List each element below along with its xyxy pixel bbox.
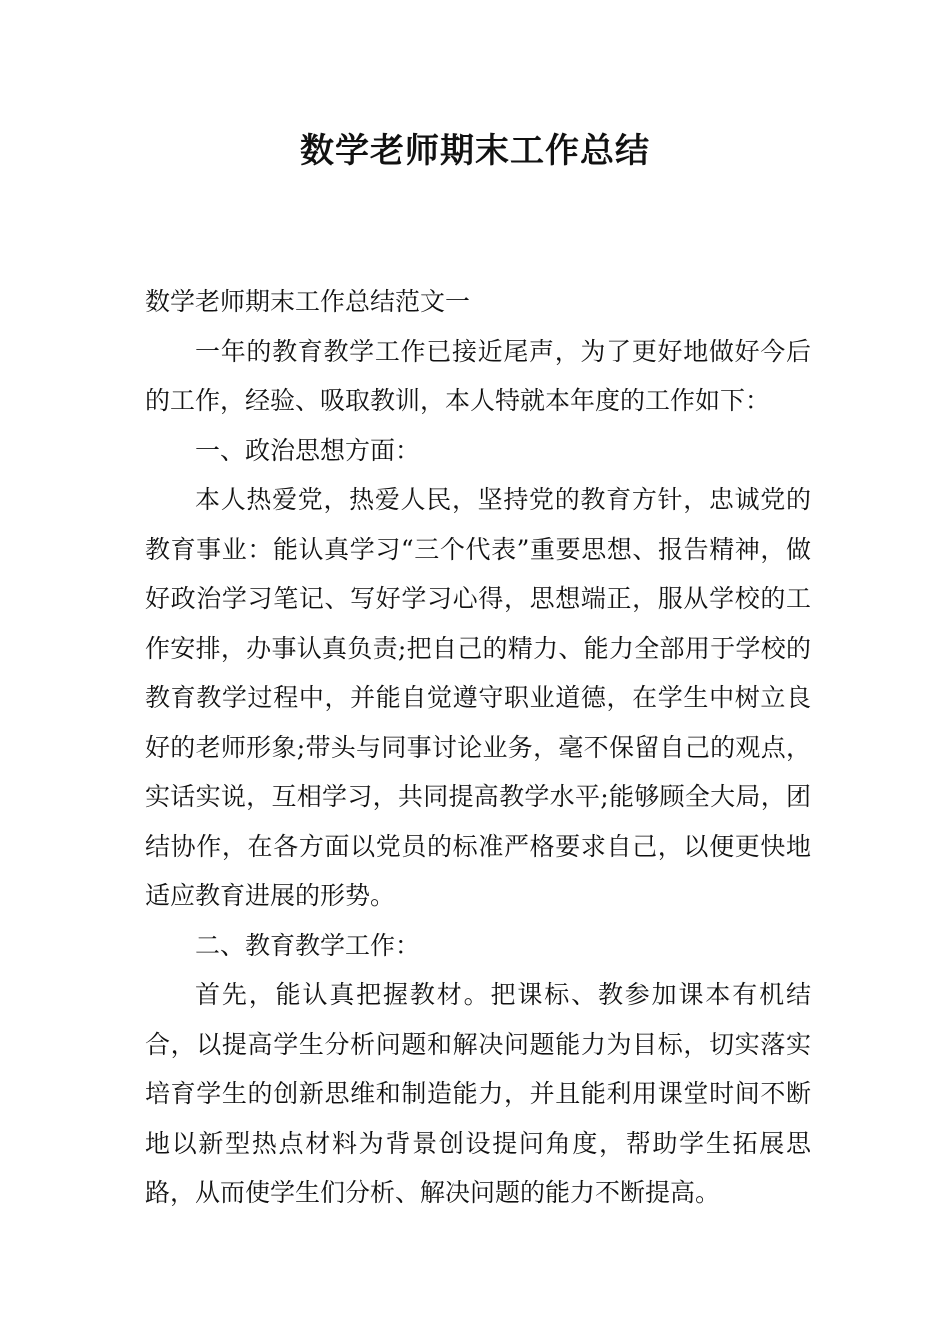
section-heading-politics: 一、政治思想方面： — [195, 435, 421, 465]
document-subtitle: 数学老师期末工作总结范文一 — [145, 287, 471, 316]
paragraph-teaching: 首先，能认真把握教材。把课标、教参加课本有机结合，以提高学生分析问题和解决问题能力为目标，切实落实培育学生的创新思维和制造能力，并且能利用课堂时间不断地以新型热点材料为背景创设提问角度，帮助学生拓展思路，从而使学生们分析、解决问题的能力不断提高。 — [145, 980, 811, 1207]
section-heading-teaching: 二、教育教学工作： — [195, 930, 421, 960]
document-body — [145, 277, 811, 1218]
document-title: 数学老师期末工作总结 — [300, 131, 650, 171]
paragraph-intro: 一年的教育教学工作已接近尾声，为了更好地做好今后的工作，经验、吸取教训，本人特就本年度的工作如下： — [145, 336, 811, 415]
paragraph-politics: 本人热爱党，热爱人民，坚持党的教育方针，忠诚党的教育事业：能认真学习“三个代表”重要思想、报告精神，做好政治学习笔记、写好学习心得，思想端正，服从学校的工作安排，办事认真负责;把自己的精力、能力全部用于学校的教育教学过程中，并能自觉遵守职业道德，在学生中树立良好的老师形象;带头与同事讨论业务，毫不保留自己的观点，实话实说，互相学习，共同提高教学水平;能够顾全大局，团结协作，在各方面以党员的标准严格要求自己，以便更快地适应教育进展的形势。 — [145, 485, 811, 910]
